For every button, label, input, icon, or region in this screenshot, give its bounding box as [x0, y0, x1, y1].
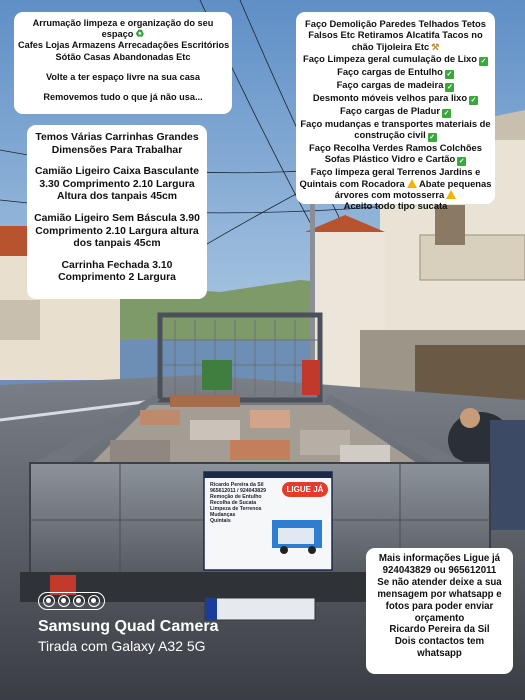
license-plate — [205, 598, 315, 620]
quad-camera-icon — [38, 592, 105, 610]
card-line: orçamento — [414, 612, 465, 624]
card-line: Se não atender deixe a sua — [377, 576, 502, 588]
truck-sign-item: Quintais — [210, 518, 231, 524]
card-line: Sofas Plástico Vidro e Cartão ✓ — [324, 153, 465, 166]
card-contact-info — [366, 548, 513, 674]
card-line: Cafes Lojas Armazens Arrecadações Escritórios — [18, 40, 230, 51]
card-line: Faço cargas de Entulho ✓ — [337, 65, 453, 78]
card-line: Faço cargas de Pladur ✓ — [339, 104, 450, 117]
card-line: Falsos Etc Retiramos Alcatifa Tacos no — [308, 29, 483, 41]
card-line: Dois contactos tem — [394, 636, 485, 648]
card-line: chão Tijoleira Etc ⚒ — [351, 40, 440, 52]
card-organization-services — [14, 12, 232, 114]
card-line: Altura dos tanpais 45cm — [56, 191, 178, 203]
truck-sign-call-badge: LIGUE JÁ — [282, 482, 328, 497]
card-line: espaço ♻ — [101, 29, 145, 41]
card-line: Dimensões Para Trabalhar — [51, 144, 183, 156]
card-line: dos tanpais 45cm — [73, 238, 161, 250]
card-line: Faço Demolição Paredes Telhados Tetos — [305, 18, 486, 29]
card-line: construção civil ✓ — [354, 129, 436, 142]
card-line: mensagem por whatsapp e — [377, 588, 502, 600]
card-demolition-services — [296, 12, 495, 212]
truck-sign-item: Mudanças — [210, 512, 236, 518]
watermark-title: Samsung Quad Camera — [38, 618, 219, 635]
card-line: Quintais com Rocadora Abate pequenas — [299, 177, 492, 189]
truck-sign-phones: 965612011 / 924043829 — [210, 488, 266, 494]
watermark-subtitle: Tirada com Galaxy A32 5G — [38, 638, 206, 654]
card-line: Faço limpeza geral Terrenos Jardins e — [310, 166, 481, 178]
card-line: Aceito todo tipo sucata — [343, 200, 448, 212]
card-line: Carrinha Fechada 3.10 — [61, 259, 173, 271]
check-icon: ✓ — [443, 109, 450, 117]
camera-watermark — [38, 592, 219, 655]
check-icon: ✓ — [470, 96, 477, 104]
card-line: Volte a ter espaço livre na sua casa — [45, 71, 201, 82]
card-line: Faço Recolha Verdes Ramos Colchões — [309, 142, 482, 154]
check-icon: ✓ — [458, 158, 465, 166]
truck-sign-item: Limpeza de Terrenos — [210, 506, 262, 512]
card-vehicle-sizes — [27, 125, 207, 299]
card-line: fotos para poder enviar — [385, 600, 494, 612]
card-line: Faço mudanças e transportes materiais de — [300, 117, 491, 129]
card-line: Mais informações Ligue já — [378, 553, 501, 564]
truck-sign-text — [210, 482, 266, 524]
check-icon: ✓ — [446, 70, 453, 78]
card-line: Arrumação limpeza e organização do seu — [32, 18, 214, 28]
warning-icon — [407, 179, 417, 188]
warning-icon — [446, 190, 456, 199]
card-line: Comprimento 2.10 Largura altura — [35, 225, 199, 237]
check-icon: ✓ — [446, 83, 453, 91]
card-line: Ricardo Pereira da Sil — [389, 624, 490, 636]
card-line: Camião Ligeiro Sem Báscula 3.90 — [34, 212, 200, 224]
recycle-icon: ♻ — [135, 29, 145, 41]
card-line: Faço Limpeza geral cumulação de Lixo ✓ — [302, 52, 487, 65]
card-line: Sótão Casas Abandonadas Etc — [55, 51, 191, 62]
card-line: Camião Ligeiro Caixa Basculante — [35, 166, 199, 178]
card-line: Faço cargas de madeira ✓ — [336, 78, 453, 91]
card-line: Comprimento 2 Largura — [58, 272, 176, 284]
card-line: Temos Várias Carrinhas Grandes — [35, 132, 199, 143]
check-icon: ✓ — [429, 134, 436, 142]
card-line: árvores com motosserra — [299, 189, 492, 200]
card-line: Desmonto móveis velhos para lixo ✓ — [312, 91, 477, 104]
card-line: whatsapp — [417, 648, 462, 660]
truck-sign-name: Ricardo Pereira da Sil — [210, 482, 264, 488]
truck-sign-item: Remoção de Entulho — [210, 494, 262, 500]
check-icon: ✓ — [480, 57, 487, 65]
card-line: Removemos tudo o que já não usa... — [43, 92, 203, 103]
truck-sign-item: Recolha de Sucata — [210, 500, 257, 506]
card-phone-numbers: 924043829 ou 965612011 — [382, 564, 497, 576]
card-line: 3.30 Comprimento 2.10 Largura — [39, 178, 195, 190]
tools-icon: ⚒ — [431, 41, 440, 52]
